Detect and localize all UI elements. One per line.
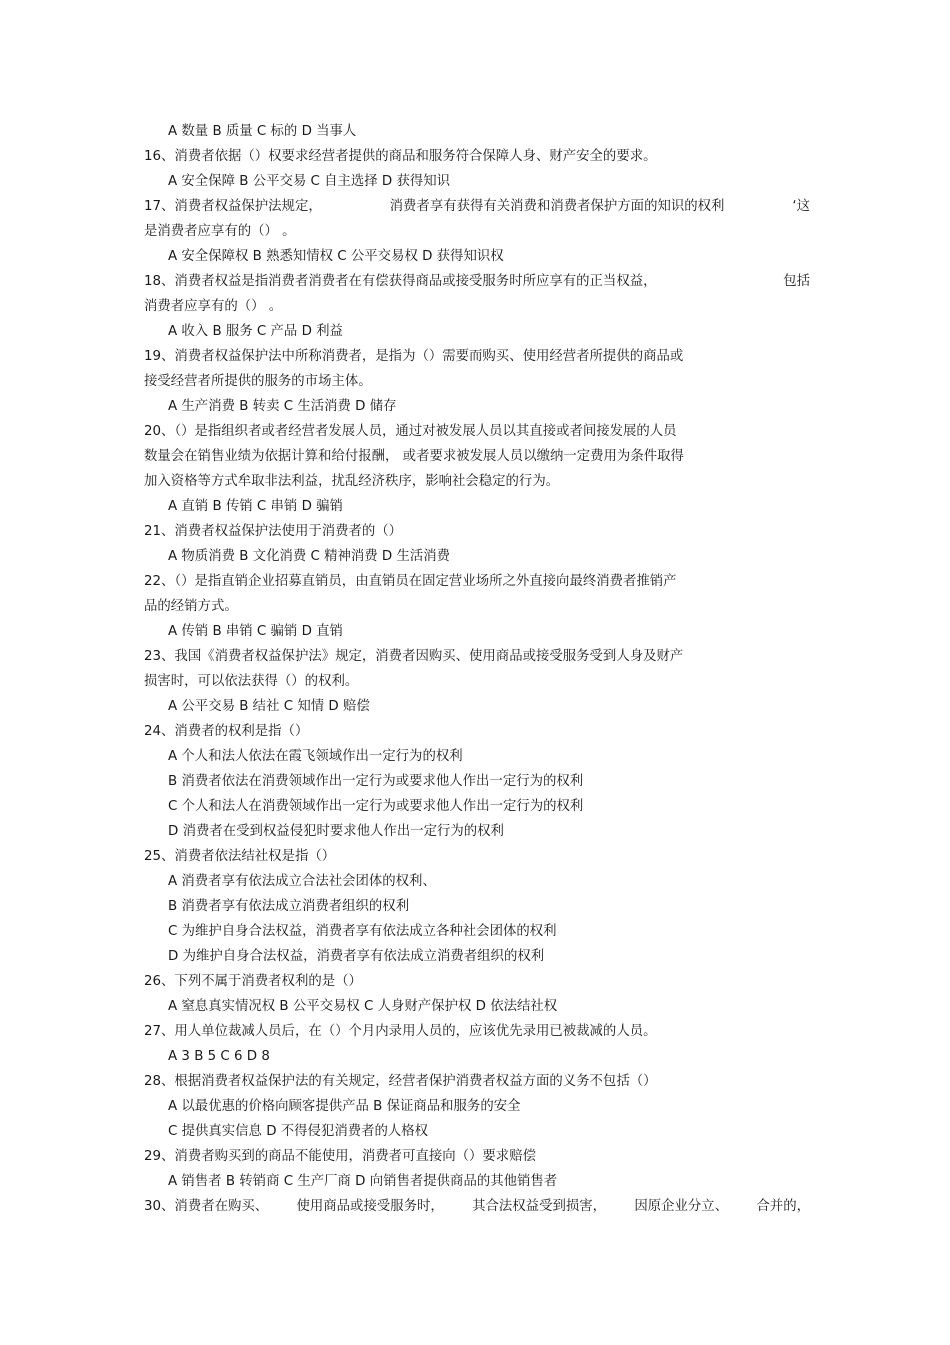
question-line: 23、我国《消费者权益保护法》规定，消费者因购买、使用商品或接受服务受到人身及财产 bbox=[144, 649, 684, 664]
answer-options: A 销售者 B 转销商 C 生产厂商 D 向销售者提供商品的其他销售者 bbox=[168, 1174, 558, 1189]
answer-options: C 为维护自身合法权益，消费者享有依法成立各种社会团体的权利 bbox=[168, 924, 557, 939]
question-segment: 合并的， bbox=[756, 1199, 810, 1214]
answer-options: D 消费者在受到权益侵犯时要求他人作出一定行为的权利 bbox=[168, 824, 504, 839]
question-line: 20、（）是指组织者或者经营者发展人员，通过对被发展人员以其直接或者间接发展的人员 bbox=[144, 424, 677, 439]
question-line: 是消费者应享有的（） 。 bbox=[144, 224, 296, 239]
question-line bbox=[144, 269, 810, 294]
question-line: 28、根据消费者权益保护法的有关规定，经营者保护消费者权益方面的义务不包括（） bbox=[144, 1074, 657, 1089]
question-line: 19、消费者权益保护法中所称消费者，是指为（）需要而购买、使用经营者所提供的商品或 bbox=[144, 349, 684, 364]
question-line: 数量会在销售业绩为依据计算和给付报酬， 或者要求被发展人员以缴纳一定费用为条件取得 bbox=[144, 449, 684, 464]
question-segment: 17、消费者权益保护法规定， bbox=[144, 199, 322, 214]
answer-options: C 个人和法人在消费领域作出一定行为或要求他人作出一定行为的权利 bbox=[168, 799, 584, 814]
question-segment: ‘这 bbox=[792, 199, 810, 214]
question-segment: 18、消费者权益是指消费者消费者在有偿获得商品或接受服务时所应享有的正当权益， bbox=[144, 274, 657, 289]
question-line bbox=[144, 1194, 810, 1219]
question-line: 加入资格等方式牟取非法利益，扰乱经济秩序，影响社会稳定的行为。 bbox=[144, 474, 560, 489]
question-segment: 包括 bbox=[783, 274, 810, 289]
answer-options: A 安全保障 B 公平交易 C 自主选择 D 获得知识 bbox=[168, 174, 451, 189]
answer-options: B 消费者享有依法成立消费者组织的权利 bbox=[168, 899, 410, 914]
question-line: 损害时，可以依法获得（）的权利。 bbox=[144, 674, 359, 689]
answer-options: A 3 B 5 C 6 D 8 bbox=[168, 1049, 270, 1064]
answer-options: A 传销 B 串销 C 骗销 D 直销 bbox=[168, 624, 343, 639]
question-line: 21、消费者权益保护法使用于消费者的（） bbox=[144, 524, 403, 539]
question-line: 24、消费者的权利是指（） bbox=[144, 724, 309, 739]
question-line bbox=[144, 194, 810, 219]
answer-options: B 消费者依法在消费领域作出一定行为或要求他人作出一定行为的权利 bbox=[168, 774, 584, 789]
answer-options: A 直销 B 传销 C 串销 D 骗销 bbox=[168, 499, 343, 514]
question-segment: 使用商品或接受服务时， bbox=[296, 1199, 444, 1214]
question-line: 26、下列不属于消费者权利的是（） bbox=[144, 974, 362, 989]
question-line: 品的经销方式。 bbox=[144, 599, 238, 614]
question-line: 25、消费者依法结社权是指（） bbox=[144, 849, 336, 864]
answer-options: A 消费者享有依法成立合法社会团体的权利、 bbox=[168, 874, 436, 889]
answer-options: A 以最优惠的价格向顾客提供产品 B 保证商品和服务的安全 bbox=[168, 1099, 521, 1114]
answer-options: A 收入 B 服务 C 产品 D 利益 bbox=[168, 324, 343, 339]
question-line: 消费者应享有的（） 。 bbox=[144, 299, 283, 314]
answer-options: A 安全保障权 B 熟悉知情权 C 公平交易权 D 获得知识权 bbox=[168, 249, 504, 264]
answer-options: C 提供真实信息 D 不得侵犯消费者的人格权 bbox=[168, 1124, 429, 1139]
question-segment: 30、消费者在购买、 bbox=[144, 1199, 269, 1214]
answer-options: A 个人和法人依法在霞飞领域作出一定行为的权利 bbox=[168, 749, 463, 764]
question-line: 22、（）是指直销企业招募直销员，由直销员在固定营业场所之外直接向最终消费者推销产 bbox=[144, 574, 677, 589]
answer-options: A 窒息真实情况权 B 公平交易权 C 人身财产保护权 D 依法结社权 bbox=[168, 999, 558, 1014]
question-line: 29、消费者购买到的商品不能使用，消费者可直接向（）要求赔偿 bbox=[144, 1149, 536, 1164]
question-list bbox=[144, 119, 810, 1219]
answer-options: A 数量 B 质量 C 标的 D 当事人 bbox=[168, 124, 357, 139]
question-segment: 消费者享有获得有关消费和消费者保护方面的知识的权利 bbox=[389, 199, 725, 214]
answer-options: A 生产消费 B 转卖 C 生活消费 D 储存 bbox=[168, 399, 397, 414]
question-segment: 其合法权益受到损害， bbox=[472, 1199, 607, 1214]
answer-options: A 公平交易 B 结社 C 知情 D 赔偿 bbox=[168, 699, 370, 714]
answer-options: D 为维护自身合法权益，消费者享有依法成立消费者组织的权利 bbox=[168, 949, 545, 964]
question-segment: 因原企业分立、 bbox=[634, 1199, 729, 1214]
answer-options: A 物质消费 B 文化消费 C 精神消费 D 生活消费 bbox=[168, 549, 451, 564]
question-line: 16、消费者依据（）权要求经营者提供的商品和服务符合保障人身、财产安全的要求。 bbox=[144, 149, 657, 164]
question-line: 27、用人单位裁减人员后，在（）个月内录用人员的，应该优先录用已被裁减的人员。 bbox=[144, 1024, 657, 1039]
question-line: 接受经营者所提供的服务的市场主体。 bbox=[144, 374, 372, 389]
